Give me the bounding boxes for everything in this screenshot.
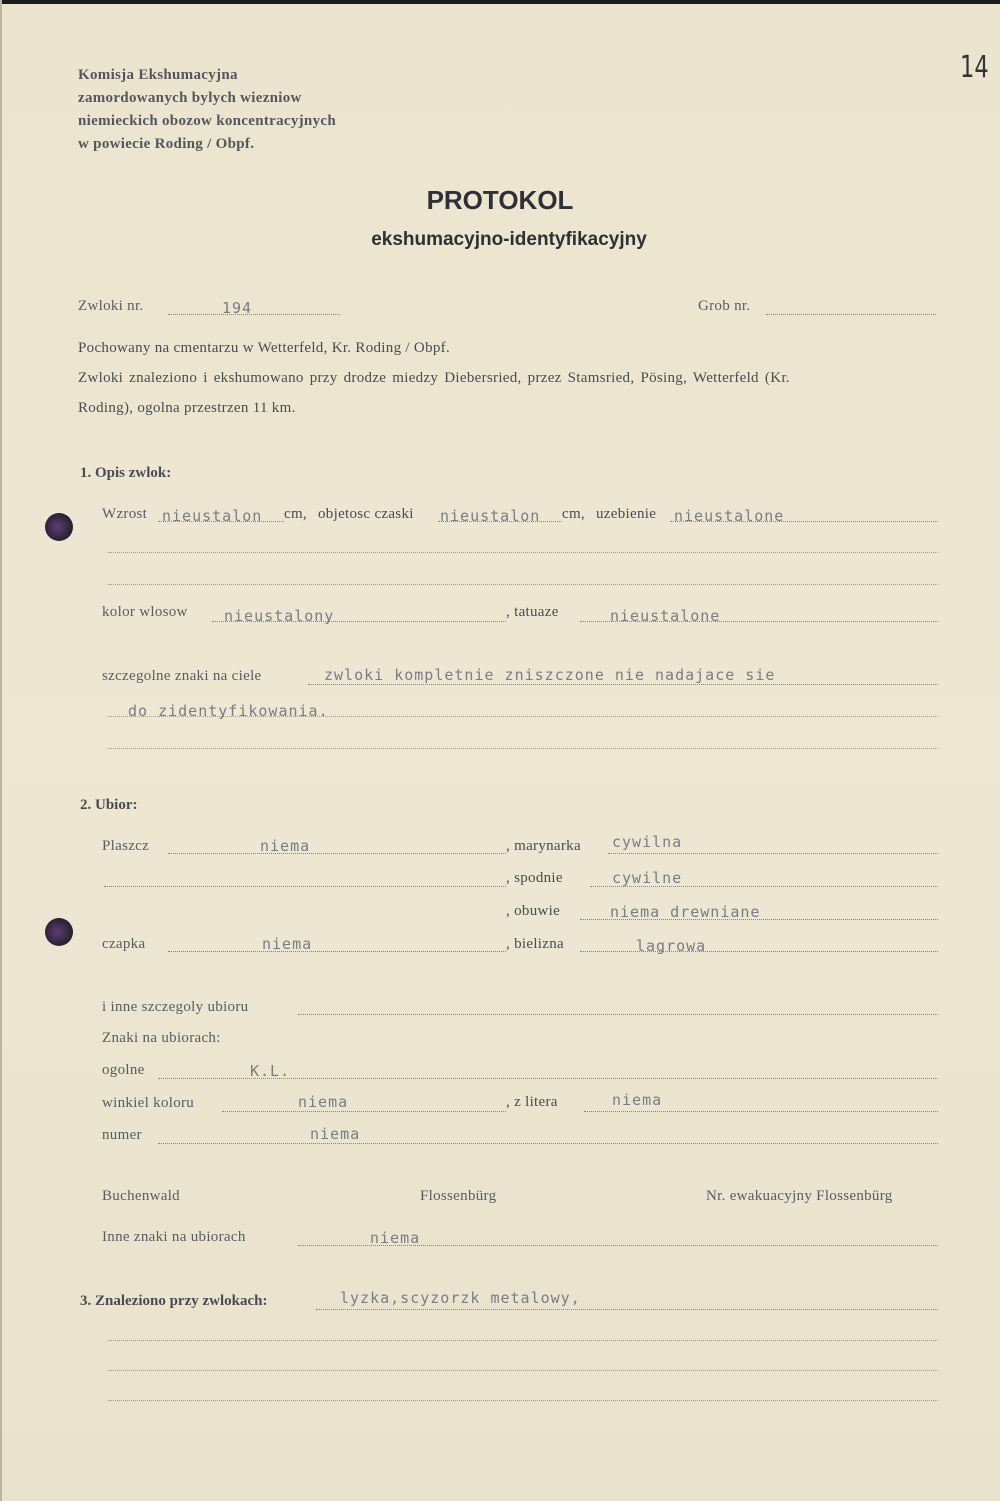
document-title: PROTOKOL [426, 185, 574, 215]
header-line-1: Komisja Ekshumacyjna [78, 67, 238, 83]
czaszka-unit: cm, [562, 506, 585, 522]
plaszcz-line [168, 853, 506, 854]
czapka-label: czapka [102, 936, 146, 952]
section-2-heading: 2. Ubior: [80, 797, 138, 813]
zwloki-line [168, 314, 340, 315]
uzebienie-label: uzebienie [596, 506, 657, 522]
litera-value: niema [612, 1091, 663, 1109]
blank-line [108, 748, 938, 749]
wzrost-unit: cm, [284, 506, 307, 522]
blank-line [104, 886, 506, 887]
blank-line [108, 1400, 938, 1401]
header-line-3: niemieckich obozow koncentracyjnych [78, 113, 336, 129]
zwloki-label: Zwloki nr. [78, 298, 144, 314]
buchenwald-label: Buchenwald [102, 1188, 180, 1204]
czapka-value: niema [262, 935, 313, 953]
section-3-value: lyzka,scyzorzk metalowy, [340, 1289, 581, 1307]
bielizna-value: lagrowa [636, 937, 707, 955]
blank-line [108, 584, 938, 585]
top-scan-border [0, 0, 1000, 4]
marynarka-value: cywilna [612, 833, 683, 851]
left-scan-border [0, 0, 2, 1501]
znaki-ubior-label: Znaki na ubiorach: [102, 1030, 221, 1046]
obuwie-label: , obuwie [506, 903, 561, 919]
bielizna-line [580, 951, 938, 952]
ewakuacyjny-label: Nr. ewakuacyjny Flossenbürg [706, 1188, 893, 1204]
wzrost-value: nieustalon [162, 507, 263, 525]
winkiel-value: niema [298, 1093, 349, 1111]
section-3-line [316, 1309, 938, 1310]
tatuaze-value: nieustalone [610, 607, 721, 625]
znaki-label: szczegolne znaki na ciele [102, 668, 262, 684]
wzrost-label: Wzrost [102, 506, 148, 522]
punch-hole-top [45, 513, 73, 541]
znaki-value-2: do zidentyfikowania. [128, 702, 329, 720]
grob-line [766, 314, 936, 315]
czaszka-label: objetosc czaski [318, 506, 414, 522]
tatuaze-label: , tatuaze [506, 604, 559, 620]
spodnie-label: , spodnie [506, 870, 563, 886]
winkiel-label: winkiel koloru [102, 1095, 195, 1111]
inne-znaki-value: niema [370, 1229, 421, 1247]
numer-label: numer [102, 1127, 142, 1143]
blank-line [108, 1370, 938, 1371]
spodnie-value: cywilne [612, 869, 683, 887]
kolor-value: nieustalony [224, 607, 335, 625]
header-line-4: w powiecie Roding / Obpf. [78, 136, 255, 152]
ogolne-label: ogolne [102, 1062, 145, 1078]
ogolne-value: K.L. [250, 1062, 291, 1080]
winkiel-line [222, 1111, 506, 1112]
punch-hole-bottom [45, 918, 73, 946]
intro-line-1: Pochowany na cmentarzu w Wetterfeld, Kr. Roding / Obpf. [78, 340, 451, 356]
bielizna-label: , bielizna [506, 936, 564, 952]
numer-line [158, 1143, 938, 1144]
section-1-heading: 1. Opis zwlok: [80, 465, 172, 481]
znaki-value-1: zwloki kompletnie zniszczone nie nadajace sie [324, 666, 776, 684]
zwloki-value: 194 [222, 299, 253, 317]
grob-label: Grob nr. [698, 298, 751, 314]
czapka-line [168, 951, 506, 952]
inne-label: i inne szczegoly ubioru [102, 999, 249, 1015]
obuwie-value: niema drewniane [610, 903, 761, 921]
flossenburg-label: Flossenbürg [420, 1188, 497, 1204]
marynarka-line [608, 853, 938, 854]
numer-value: niema [310, 1125, 361, 1143]
section-3-heading: 3. Znaleziono przy zwlokach: [80, 1293, 268, 1309]
blank-line [108, 552, 938, 553]
intro-line-2: Zwloki znaleziono i ekshumowano przy drodze miedzy Diebersried, przez Stamsried, Pösing, Wetterfeld (Kr. [78, 370, 790, 386]
page-number: 14 [960, 50, 989, 85]
litera-line [584, 1111, 938, 1112]
litera-label: , z litera [506, 1094, 558, 1110]
znaki-line [308, 684, 938, 685]
marynarka-label: , marynarka [506, 838, 581, 854]
czaszka-value: nieustalon [440, 507, 541, 525]
header-line-2: zamordowanych bylych wiezniow [78, 90, 302, 106]
blank-line [108, 1340, 938, 1341]
plaszcz-label: Plaszcz [102, 838, 150, 854]
plaszcz-value: niema [260, 837, 311, 855]
intro-line-3: Roding), ogolna przestrzen 11 km. [78, 400, 296, 416]
kolor-label: kolor wlosow [102, 604, 188, 620]
inne-line [298, 1014, 938, 1015]
inne-znaki-label: Inne znaki na ubiorach [102, 1229, 246, 1245]
document-subtitle: ekshumacyjno-identyfikacyjny [371, 229, 647, 250]
uzebienie-value: nieustalone [674, 507, 785, 525]
